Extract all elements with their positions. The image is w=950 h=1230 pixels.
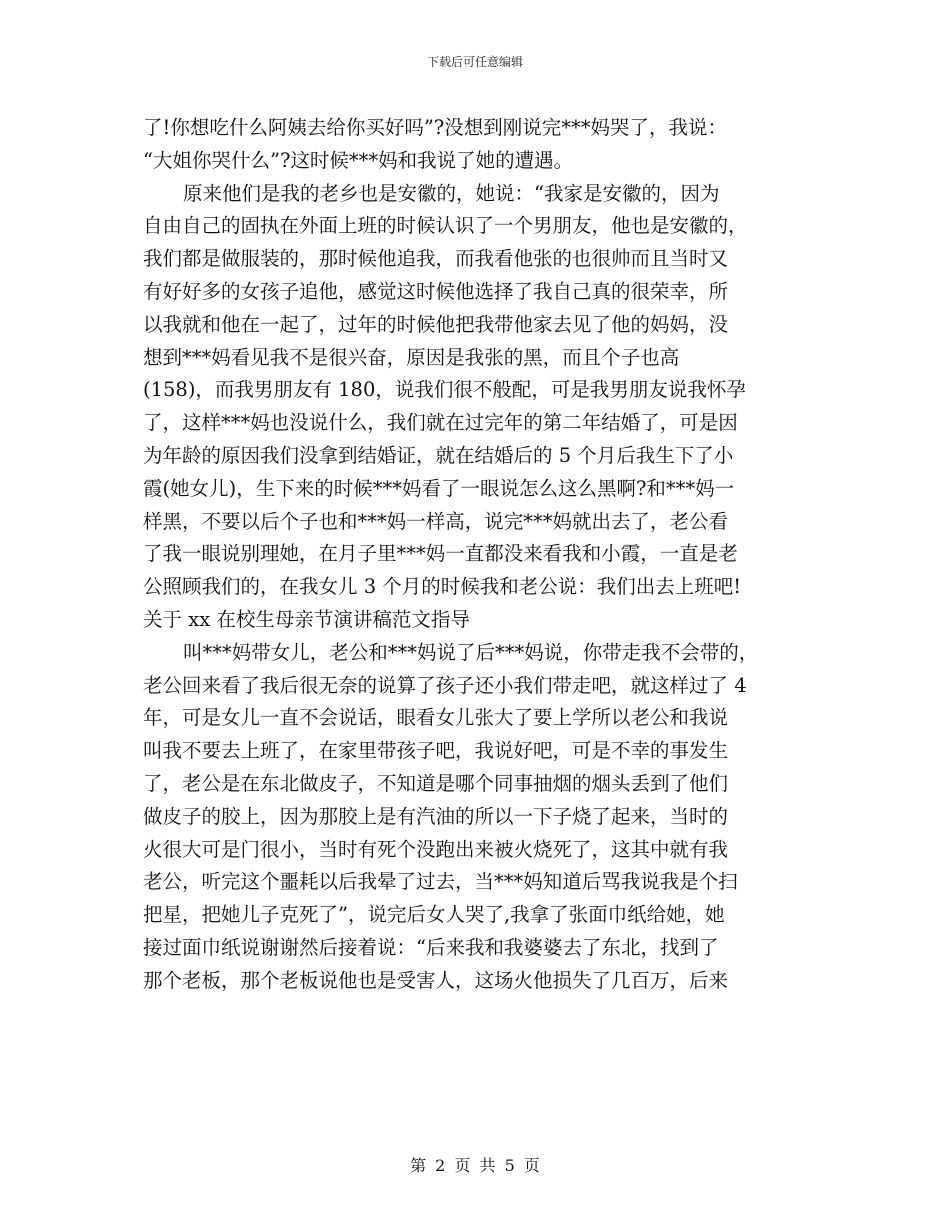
- body-text: [143, 112, 823, 998]
- text-line: 以我就和他在一起了，过年的时候他把我带他家去见了他的妈妈，没: [143, 312, 729, 336]
- text-line: 把星，把她儿子克死了”，说完后女人哭了,我拿了张面巾纸给她，她: [143, 903, 725, 927]
- text-line: 样黑，不要以后个子也和***妈一样高，说完***妈就出去了，老公看: [143, 509, 729, 533]
- page-header: 下载后可任意编辑: [426, 55, 523, 69]
- text-line: 公照顾我们的，在我女儿 3 个月的时候我和老公说：我们出去上班吧!: [143, 575, 742, 599]
- text-line: “大姐你哭什么”?这时候***妈和我说了她的遭遇。: [143, 148, 574, 172]
- page-footer: 第 2 页 共 5 页: [410, 1156, 540, 1175]
- text-line: 年，可是女儿一直不会说话，眼看女儿张大了要上学所以老公和我说: [143, 706, 729, 730]
- text-line: 那个老板，那个老板说他也是受害人，这场火他损失了几百万，后来: [143, 968, 729, 992]
- paragraph-start-line: 原来他们是我的老乡也是安徽的，她说：“我家是安徽的，因为: [183, 181, 720, 205]
- text-line: 老公回来看了我后很无奈的说算了孩子还小我们带走吧，就这样过了 4: [143, 673, 747, 697]
- text-line: 做皮子的胶上，因为那胶上是有汽油的所以一下子烧了起来，当时的: [143, 804, 729, 828]
- text-line: 自由自己的固执在外面上班的时候认识了一个男朋友，他也是安徽的，: [143, 214, 748, 238]
- text-line: 了，这样***妈也没说什么，我们就在过完年的第二年结婚了，可是因: [143, 411, 738, 435]
- text-line: 老公，听完这个噩耗以后我晕了过去，当***妈知道后骂我说我是个扫: [143, 870, 738, 894]
- paragraph-start-line: 叫***妈带女儿，老公和***妈说了后***妈说，你带走我不会带的，: [183, 640, 759, 664]
- text-line: 接过面巾纸说谢谢然后接着说：“后来我和我婆婆去了东北，找到了: [143, 935, 719, 959]
- text-line: 想到***妈看见我不是很兴奋，原因是我张的黑，而且个子也高: [143, 345, 680, 369]
- text-line: 了我一眼说别理她，在月子里***妈一直都没来看我和小霞，一直是老: [143, 542, 738, 566]
- text-line: 叫我不要去上班了，在家里带孩子吧，我说好吧，可是不幸的事发生: [143, 739, 729, 763]
- text-line: 了!你想吃什么阿姨去给你买好吗”?没想到刚说完***妈哭了，我说：: [143, 116, 728, 139]
- text-line: 有好好多的女孩子追他，感觉这时候他选择了我自己真的很荣幸，所: [143, 279, 729, 303]
- text-line: 我们都是做服装的，那时候他追我，而我看他张的也很帅而且当时又: [143, 247, 729, 271]
- text-line: 火很大可是门很小，当时有死个没跑出来被火烧死了，这其中就有我: [143, 837, 729, 861]
- text-line: 了，老公是在东北做皮子，不知道是哪个同事抽烟的烟头丢到了他们: [143, 771, 729, 795]
- text-line: 为年龄的原因我们没拿到结婚证，就在结婚后的 5 个月后我生下了小: [143, 443, 734, 467]
- text-line: (158)，而我男朋友有 180，说我们很不般配，可是我男朋友说我怀孕: [143, 378, 746, 402]
- text-line: 霞(她女儿)，生下来的时候***妈看了一眼说怎么这么黑啊?和***妈一: [143, 476, 735, 500]
- section-heading: 关于 xx 在校生母亲节演讲稿范文指导: [143, 607, 470, 631]
